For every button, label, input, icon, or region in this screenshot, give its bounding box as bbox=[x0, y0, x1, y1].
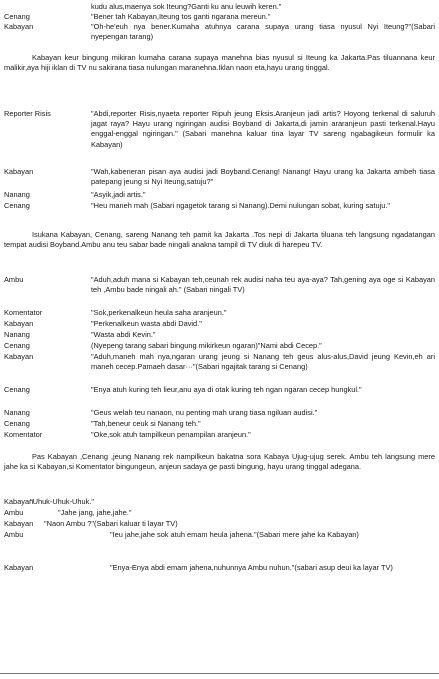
speaker-name: Kabayan bbox=[4, 519, 34, 528]
speaker-name: Ambu bbox=[4, 275, 24, 284]
speaker-name: Kabayan bbox=[4, 352, 34, 361]
dialogue-text: "Uhuk-Uhuk-Uhuk." bbox=[30, 497, 94, 506]
speaker-name: Komentator bbox=[4, 430, 43, 439]
dialogue-text: "Aduh,maneh mah nya,ngaran urang jeung si Nanang teh geus alus-alus,David jeung Kevin,eh ari maneh cecep.Pamaeh dasar···"(Sabari ngajitak tarang si Cenang) bbox=[91, 352, 435, 372]
dialogue-text: "Perkenalkeun wasta abdi David." bbox=[91, 319, 202, 328]
speaker-name: Cenang bbox=[4, 419, 30, 428]
narration-paragraph: Pas Kabayan ,Cenang ,jeung Nanang rek nampilkeun bakatna sora Kabaya Ujug-ujug serek. Ambu teh langsung mere jahe ka si Kabayan,si Komentator bingungeun, anjeun sadaya ge pasti bingung, hayu urang tinggal adegana. bbox=[4, 452, 435, 472]
speaker-name: Nanang bbox=[4, 330, 30, 339]
dialogue-text: "Naon Ambu ?"(Sabari kaluar ti layar TV) bbox=[44, 519, 178, 528]
dialogue-text: "Heu maneh mah (Sabari ngagetok tarang si Nanang).Demi nulungan sobat, kuring satuju." bbox=[91, 201, 390, 210]
speaker-name: Cenang bbox=[4, 201, 30, 210]
dialogue-text: "Wasta abdi Kevin." bbox=[91, 330, 156, 339]
dialogue-text: "Jahe jang, jahe,jahe." bbox=[58, 508, 132, 517]
dialogue-text: "Aduh,aduh mana si Kabayan teh,ceunah rek audisi naha teu aya-aya? Tah,gening aya oge si Kabayan teh ,Ambu bade ningali ah." (Sabari ningali TV) bbox=[91, 275, 435, 295]
dialogue-text: "Abdi,reporter Risis,nyaeta reporter Ripuh jeung Eksis.Aranjeun jadi artis? Hoyong terkenal di saluruh jagat raya? Hayu urang ngiringan audisi Boyband di Jakarta,di jamin araranjeun pasti terkenal.Hayu enggal-enggal ngiringan." (Sabari manehna kaluar tina layar TV sareng ngabagikeun formulir ka Kabayan) bbox=[91, 109, 435, 149]
dialogue-text: "Oke,sok atuh tampilkeun penampilan aranjeun." bbox=[91, 430, 251, 439]
dialogue-text: "Oh-he'euh nya bener.Kumaha atuhnya carana supaya urang tiasa nyusul Nyi Iteung?"(Sabari nyepengan tarang) bbox=[91, 22, 435, 42]
speaker-name: Cenang bbox=[4, 12, 30, 21]
narration-paragraph: Isukana Kabayan, Cenang, sareng Nanang teh pamit ka Jakarta .Tos nepi di Jakarta tiluana teh langsung ngadatangan tempat audisi Boyband.Ambu anu teu sabar bade ningali anakna tampil di TV diuk di harepeu TV. bbox=[4, 230, 435, 250]
speaker-name: Kabayan bbox=[4, 22, 34, 31]
dialogue-text: "Asyik,jadi artis." bbox=[91, 190, 146, 199]
dialogue-text: "Enya-Enya abdi emam jahena,nuhunnya Ambu nuhun."(sabari asup deui ka layar TV) bbox=[110, 563, 393, 572]
dialogue-text: kudu alus,maenya sok Iteung?Ganti ku anu leuwih keren." bbox=[91, 2, 282, 11]
dialogue-text: "Ieu jahe,jahe sok atuh emam heula jahena."(Sabari mere jahe ka Kabayan) bbox=[110, 530, 359, 539]
dialogue-text: "Sok,perkenalkeun heula saha aranjeun." bbox=[91, 308, 227, 317]
speaker-name: Reporter Risis bbox=[4, 109, 51, 118]
speaker-name: Kabayan bbox=[4, 563, 34, 572]
narration-paragraph: Kabayan keur bingung mikiran kumaha carana supaya manehna bias nyusul si Iteung ka Jakarta.Pas tiluannana keur malikir,aya hiji iklan di TV nu sakirana tiasa nulungan maranehna.Iklan naon eta,hayu urang tinggal. bbox=[4, 53, 435, 73]
speaker-name: Kabayan bbox=[4, 167, 34, 176]
speaker-name: Cenang bbox=[4, 385, 30, 394]
speaker-name: Ambu bbox=[4, 530, 24, 539]
speaker-name: Ambu bbox=[4, 508, 24, 517]
dialogue-text: "Wah,kabeneran pisan aya audisi jadi Boyband.Cenang! Nanang! Hayu urang ka Jakarta ambeh tiasa patepang jeung si Nyi Iteung,satuju?" bbox=[91, 167, 435, 187]
dialogue-text: "Geus welah teu nanaon, nu penting mah urang tiasa ngiluan audisi." bbox=[91, 408, 318, 417]
dialogue-text: "Bener tah Kabayan,Iteung tos ganti ngarana mereun." bbox=[91, 12, 271, 21]
dialogue-text: (Nyepeng tarang sabari bingung mikirkeun ngaran)"Nami abdi Cecep." bbox=[91, 341, 322, 350]
speaker-name: Kabayan bbox=[4, 319, 34, 328]
speaker-name: Cenang bbox=[4, 341, 30, 350]
speaker-name: Komentator bbox=[4, 308, 43, 317]
dialogue-text: "Enya atuh kuring teh lieur,anu aya di otak kuring teh ngan ngaran cecep hungkul." bbox=[91, 385, 362, 394]
speaker-name: Nanang bbox=[4, 408, 30, 417]
dialogue-text: "Tah,beneur ceuk si Nanang teh." bbox=[91, 419, 201, 428]
speaker-name: Kabayan bbox=[4, 497, 34, 506]
speaker-name: Nanang bbox=[4, 190, 30, 199]
page-bottom-rule bbox=[0, 673, 439, 674]
